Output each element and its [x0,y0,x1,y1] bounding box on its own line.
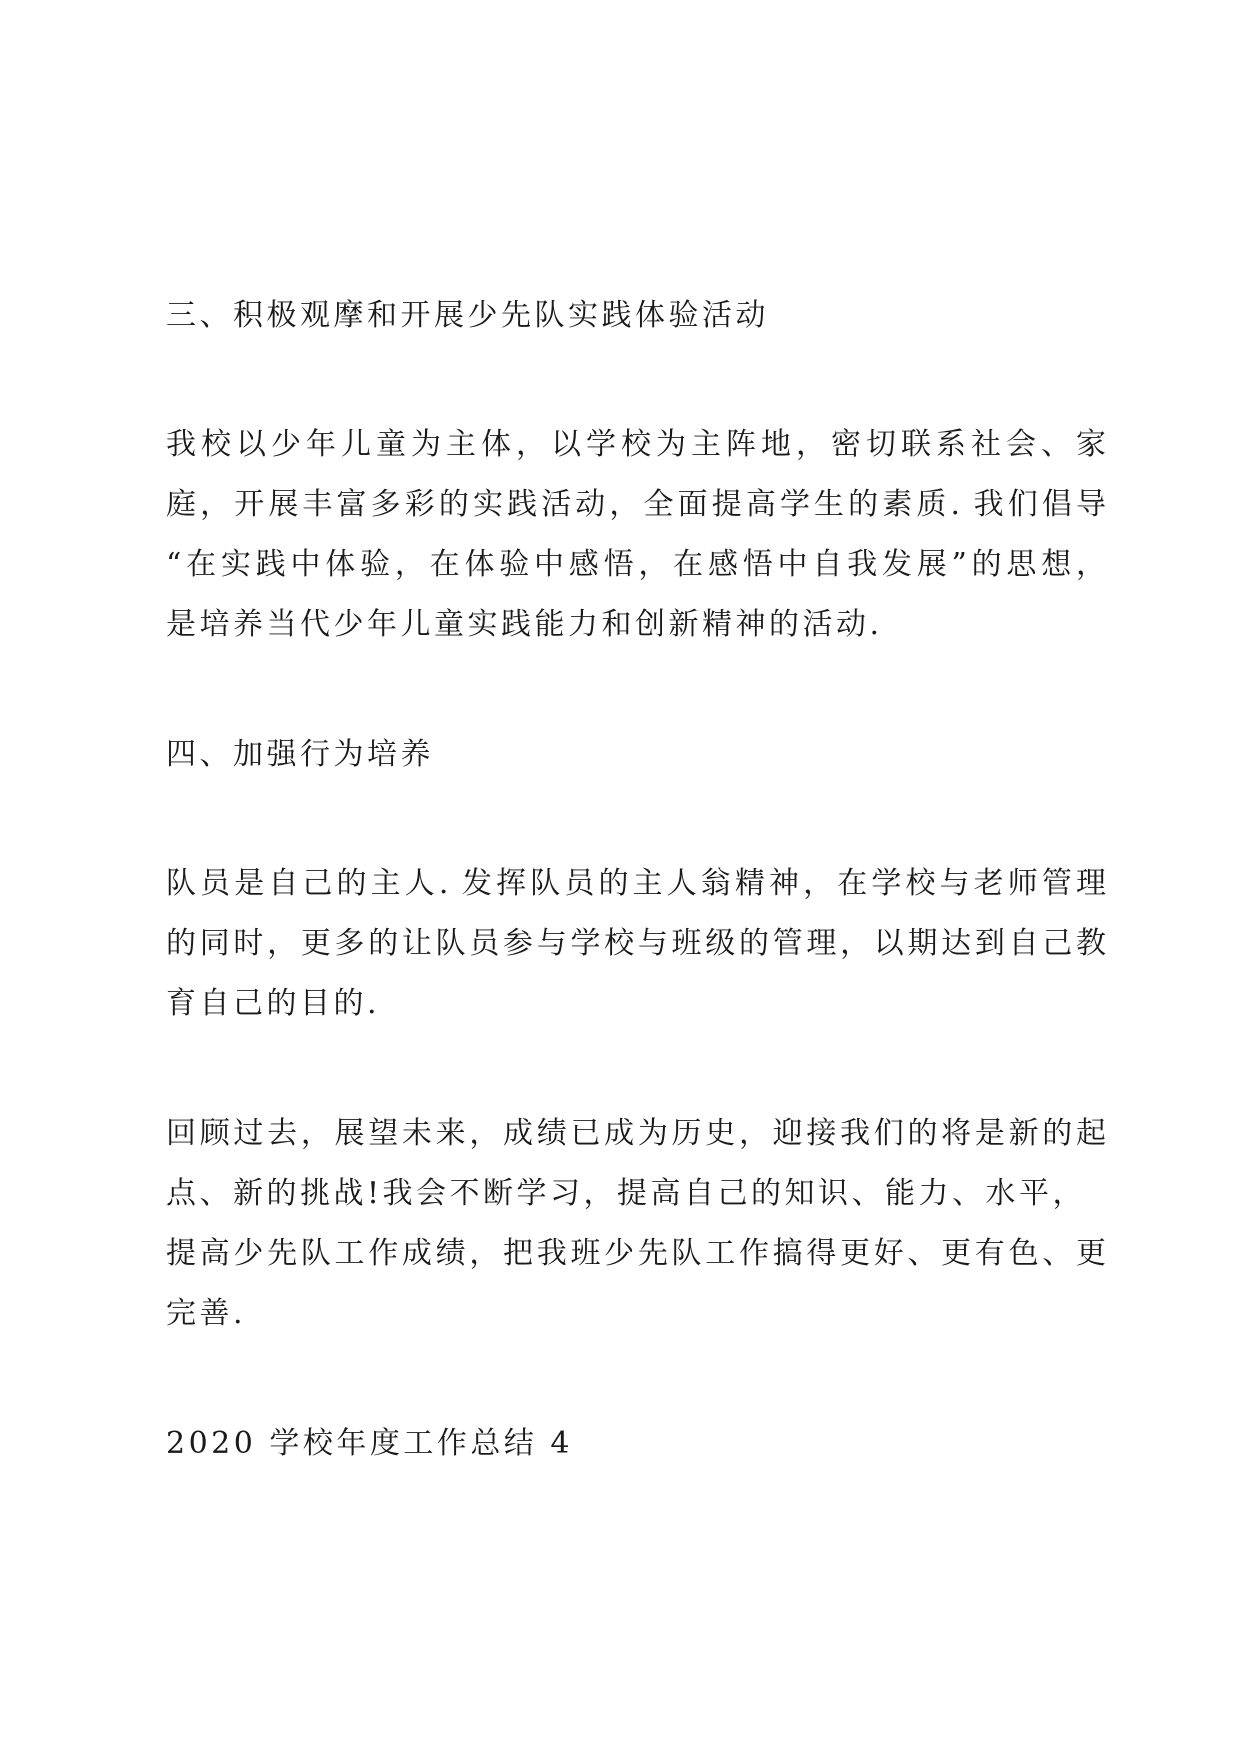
paragraph-line: 完善. [166,1296,247,1331]
paragraph-line: 育自己的目的. [166,986,381,1021]
paragraph-line: 队员是自己的主人. 发挥队员的主人翁精神，在学校与老师管理 [166,866,1106,901]
section-title: 2020 学校年度工作总结 4 [166,1426,574,1461]
paragraph-line: “在实践中体验，在体验中感悟，在感悟中自我发展”的思想， [166,547,1106,582]
paragraph-line: 提高少先队工作成绩，把我班少先队工作搞得更好、更有色、更 [166,1236,1106,1271]
paragraph-line: 回顾过去，展望未来，成绩已成为历史，迎接我们的将是新的起 [166,1116,1106,1151]
section-heading-3: 三、积极观摩和开展少先队实践体验活动 [166,298,769,333]
section-heading-4: 四、加强行为培养 [166,737,434,772]
paragraph-line: 的同时，更多的让队员参与学校与班级的管理，以期达到自己教 [166,926,1106,961]
paragraph-line: 点、新的挑战!我会不断学习，提高自己的知识、能力、水平， [166,1176,1087,1211]
paragraph-line: 我校以少年儿童为主体，以学校为主阵地，密切联系社会、家 [166,427,1106,462]
paragraph-line: 庭，开展丰富多彩的实践活动，全面提高学生的素质. 我们倡导 [166,487,1106,522]
paragraph-line: 是培养当代少年儿童实践能力和创新精神的活动. [166,607,883,642]
